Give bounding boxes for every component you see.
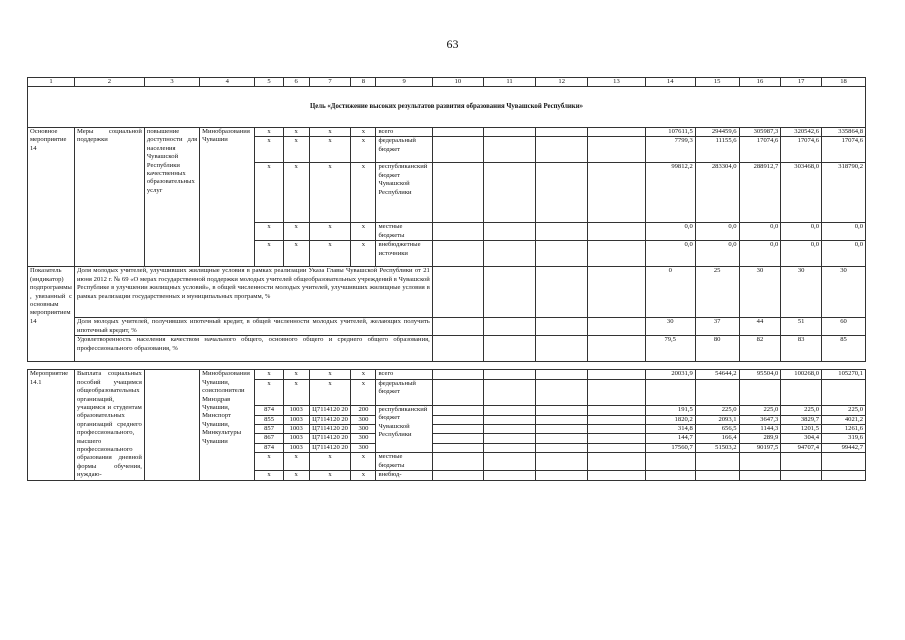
indicator-text: Удовлетворенность населения качеством начального общего, основного общего и среднего общего образования, профессионального образования, % [74,336,432,362]
value-cell: 51503,2 [695,443,739,452]
x-cell: х [309,223,351,241]
x-cell: х [283,241,309,267]
value-cell: 303468,0 [781,163,822,223]
header-cell: 18 [822,78,866,87]
value-cell: 191,5 [645,405,695,415]
value-cell: 51 [781,318,822,336]
rz-cell: 1003 [283,443,309,452]
value-cell: 79,5 [645,336,695,362]
csr-cell: Ц7114120 20 [309,443,351,452]
x-cell: х [309,241,351,267]
value-cell: 30 [822,267,866,318]
value-cell: 54644,2 [695,370,739,379]
x-cell: х [309,370,351,379]
value-cell: 225,0 [781,405,822,415]
x-cell: х [351,379,376,405]
x-cell: х [309,137,351,163]
value-cell: 0,0 [645,241,695,267]
value-cell: 2093,1 [695,415,739,424]
value-cell: 25 [695,267,739,318]
value-cell: 320542,6 [781,128,822,137]
header-cell: 10 [432,78,483,87]
value-cell: 83 [781,336,822,362]
indicator-row [28,336,866,362]
value-cell: 1261,6 [822,425,866,434]
value-cell: 0,0 [822,223,866,241]
source-cell: федеральный бюджет [376,379,432,405]
header-cell: 3 [144,78,199,87]
csr-cell: Ц7114120 20 [309,405,351,415]
value-cell: 82 [739,336,781,362]
grbs-cell: 855 [255,415,283,424]
vr-cell: 300 [351,415,376,424]
x-cell: х [351,223,376,241]
x-cell: х [283,379,309,405]
m14-executor: Минобразования Чувашии [200,128,255,267]
source-cell: всего [376,370,432,379]
header-cell: 8 [351,78,376,87]
x-cell: х [255,241,283,267]
value-cell: 0,0 [695,223,739,241]
m14-row-total [28,128,866,137]
m14-title: Меры социальной поддержки [74,128,144,267]
value-cell: 0,0 [781,241,822,267]
value-cell: 95504,0 [739,370,781,379]
header-cell: 12 [536,78,588,87]
m141-executor: Минобразования Чувашии, соисполнители Минздрав Чувашии, Минспорт Чувашии, Минкультуры Чувашии [200,370,255,480]
value-cell: 30 [645,318,695,336]
value-cell: 289,9 [739,434,781,443]
goal-title: Цель «Достижение высоких результатов развития образования Чувашской Республики» [28,87,866,128]
x-cell: х [283,137,309,163]
grbs-cell: 857 [255,425,283,434]
m141-goal [144,370,199,480]
x-cell: х [255,163,283,223]
x-cell: х [283,453,309,471]
source-cell: республиканский бюджет Чувашской Республики [376,405,432,452]
vr-cell: 300 [351,443,376,452]
header-cell: 6 [283,78,309,87]
indicator-text: Доля молодых учителей, получивших ипотечный кредит, в общей численности молодых учителей, желающих получить ипотечный кредит, % [74,318,432,336]
value-cell: 225,0 [739,405,781,415]
x-cell: х [309,453,351,471]
value-cell: 314,8 [645,425,695,434]
x-cell: х [255,137,283,163]
x-cell: х [255,223,283,241]
value-cell: 0,0 [781,223,822,241]
budget-table [27,77,866,481]
header-cell: 11 [483,78,535,87]
source-cell: местные бюджеты [376,453,432,471]
x-cell: х [351,128,376,137]
value-cell: 1820,2 [645,415,695,424]
m141-row-total [28,370,866,379]
header-cell: 15 [695,78,739,87]
header-row [28,78,866,87]
value-cell: 17074,6 [822,137,866,163]
header-cell: 1 [28,78,75,87]
x-cell: х [351,453,376,471]
value-cell: 0,0 [739,223,781,241]
x-cell: х [351,471,376,480]
header-cell: 13 [588,78,645,87]
header-cell: 7 [309,78,351,87]
x-cell: х [309,128,351,137]
grbs-cell: 874 [255,443,283,452]
value-cell: 100268,0 [781,370,822,379]
source-cell: местные бюджеты [376,223,432,241]
value-cell: 105270,1 [822,370,866,379]
indicator-text: Доля молодых учителей, улучшивших жилищные условия в рамках реализации Указа Главы Чувашской Республики от 21 июня 2012 г. № 69 «О мерах государственной поддержки молодых учителей общеобразовательных учреждений в Чувашской Республике в улучшении жилищных условий», в общей численности молодых учителей, улучшивших жилищные условия в рамках реализации государственных и муниципальных программ, % [74,267,432,318]
header-cell: 16 [739,78,781,87]
value-cell: 318790,2 [822,163,866,223]
value-cell: 37 [695,318,739,336]
m141-name: Мероприятие 14.1 [28,370,75,480]
value-cell: 99442,7 [822,443,866,452]
value-cell: 94707,4 [781,443,822,452]
value-cell: 90197,5 [739,443,781,452]
value-cell: 60 [822,318,866,336]
value-cell: 3829,7 [781,415,822,424]
value-cell: 0,0 [645,223,695,241]
grbs-cell: 867 [255,434,283,443]
value-cell: 4021,2 [822,415,866,424]
x-cell: х [255,471,283,480]
source-cell: федеральный бюджет [376,137,432,163]
value-cell: 0,0 [739,241,781,267]
vr-cell: 300 [351,425,376,434]
rz-cell: 1003 [283,434,309,443]
value-cell: 0 [645,267,695,318]
source-cell: внебюд- [376,471,432,480]
value-cell: 7799,3 [645,137,695,163]
value-cell: 0,0 [695,241,739,267]
value-cell: 30 [739,267,781,318]
value-cell: 11155,6 [695,137,739,163]
value-cell: 304,4 [781,434,822,443]
m14-goal: повышение доступности для населения Чувашской Республики качественных образовательных услуг [144,128,199,267]
value-cell: 30 [781,267,822,318]
value-cell: 288912,7 [739,163,781,223]
x-cell: х [283,370,309,379]
value-cell: 305987,3 [739,128,781,137]
source-cell: всего [376,128,432,137]
m14-name: Основное мероприятие 14 [28,128,75,267]
rz-cell: 1003 [283,425,309,434]
x-cell: х [255,128,283,137]
csr-cell: Ц7114120 20 [309,425,351,434]
x-cell: х [283,471,309,480]
value-cell: 294459,6 [695,128,739,137]
x-cell: х [309,379,351,405]
x-cell: х [255,379,283,405]
value-cell: 166,4 [695,434,739,443]
value-cell: 283304,0 [695,163,739,223]
header-cell: 14 [645,78,695,87]
csr-cell: Ц7114120 20 [309,434,351,443]
value-cell: 85 [822,336,866,362]
rz-cell: 1003 [283,405,309,415]
x-cell: х [351,370,376,379]
x-cell: х [283,223,309,241]
vr-cell: 200 [351,405,376,415]
x-cell: х [351,241,376,267]
value-cell: 17074,6 [781,137,822,163]
value-cell: 1144,3 [739,425,781,434]
value-cell: 0,0 [822,241,866,267]
x-cell: х [309,163,351,223]
header-cell: 4 [200,78,255,87]
value-cell: 3647,3 [739,415,781,424]
value-cell: 99812,2 [645,163,695,223]
x-cell: х [255,370,283,379]
value-cell: 17074,6 [739,137,781,163]
value-cell: 107611,5 [645,128,695,137]
value-cell: 319,6 [822,434,866,443]
value-cell: 80 [695,336,739,362]
value-cell: 17560,7 [645,443,695,452]
x-cell: х [283,128,309,137]
x-cell: х [283,163,309,223]
value-cell: 144,7 [645,434,695,443]
header-cell: 9 [376,78,432,87]
value-cell: 656,5 [695,425,739,434]
header-cell: 17 [781,78,822,87]
rz-cell: 1003 [283,415,309,424]
value-cell: 44 [739,318,781,336]
indicator-row [28,267,866,318]
page-number: 63 [446,37,459,51]
source-cell: республиканский бюджет Чувашской Республики [376,163,432,223]
value-cell: 1201,5 [781,425,822,434]
value-cell: 225,0 [695,405,739,415]
grbs-cell: 874 [255,405,283,415]
m141-title: Выплата социальных пособий учащимся общеобразовательных организаций, учащимся и студентам образовательных организаций среднего профессионального, высшего профессионального образования дневной формы обучения, нуждаю- [74,370,144,480]
source-cell: внебюджетные источники [376,241,432,267]
x-cell: х [351,163,376,223]
x-cell: х [255,453,283,471]
indicator-label: Показатель (индикатор) подпрограммы, увязанный с основным мероприятием 14 [28,267,75,362]
csr-cell: Ц7114120 20 [309,415,351,424]
value-cell: 20031,9 [645,370,695,379]
header-cell: 5 [255,78,283,87]
x-cell: х [351,137,376,163]
indicator-row [28,318,866,336]
x-cell: х [309,471,351,480]
goal-row [28,87,866,128]
value-cell: 335864,8 [822,128,866,137]
vr-cell: 300 [351,434,376,443]
header-cell: 2 [74,78,144,87]
value-cell: 225,0 [822,405,866,415]
